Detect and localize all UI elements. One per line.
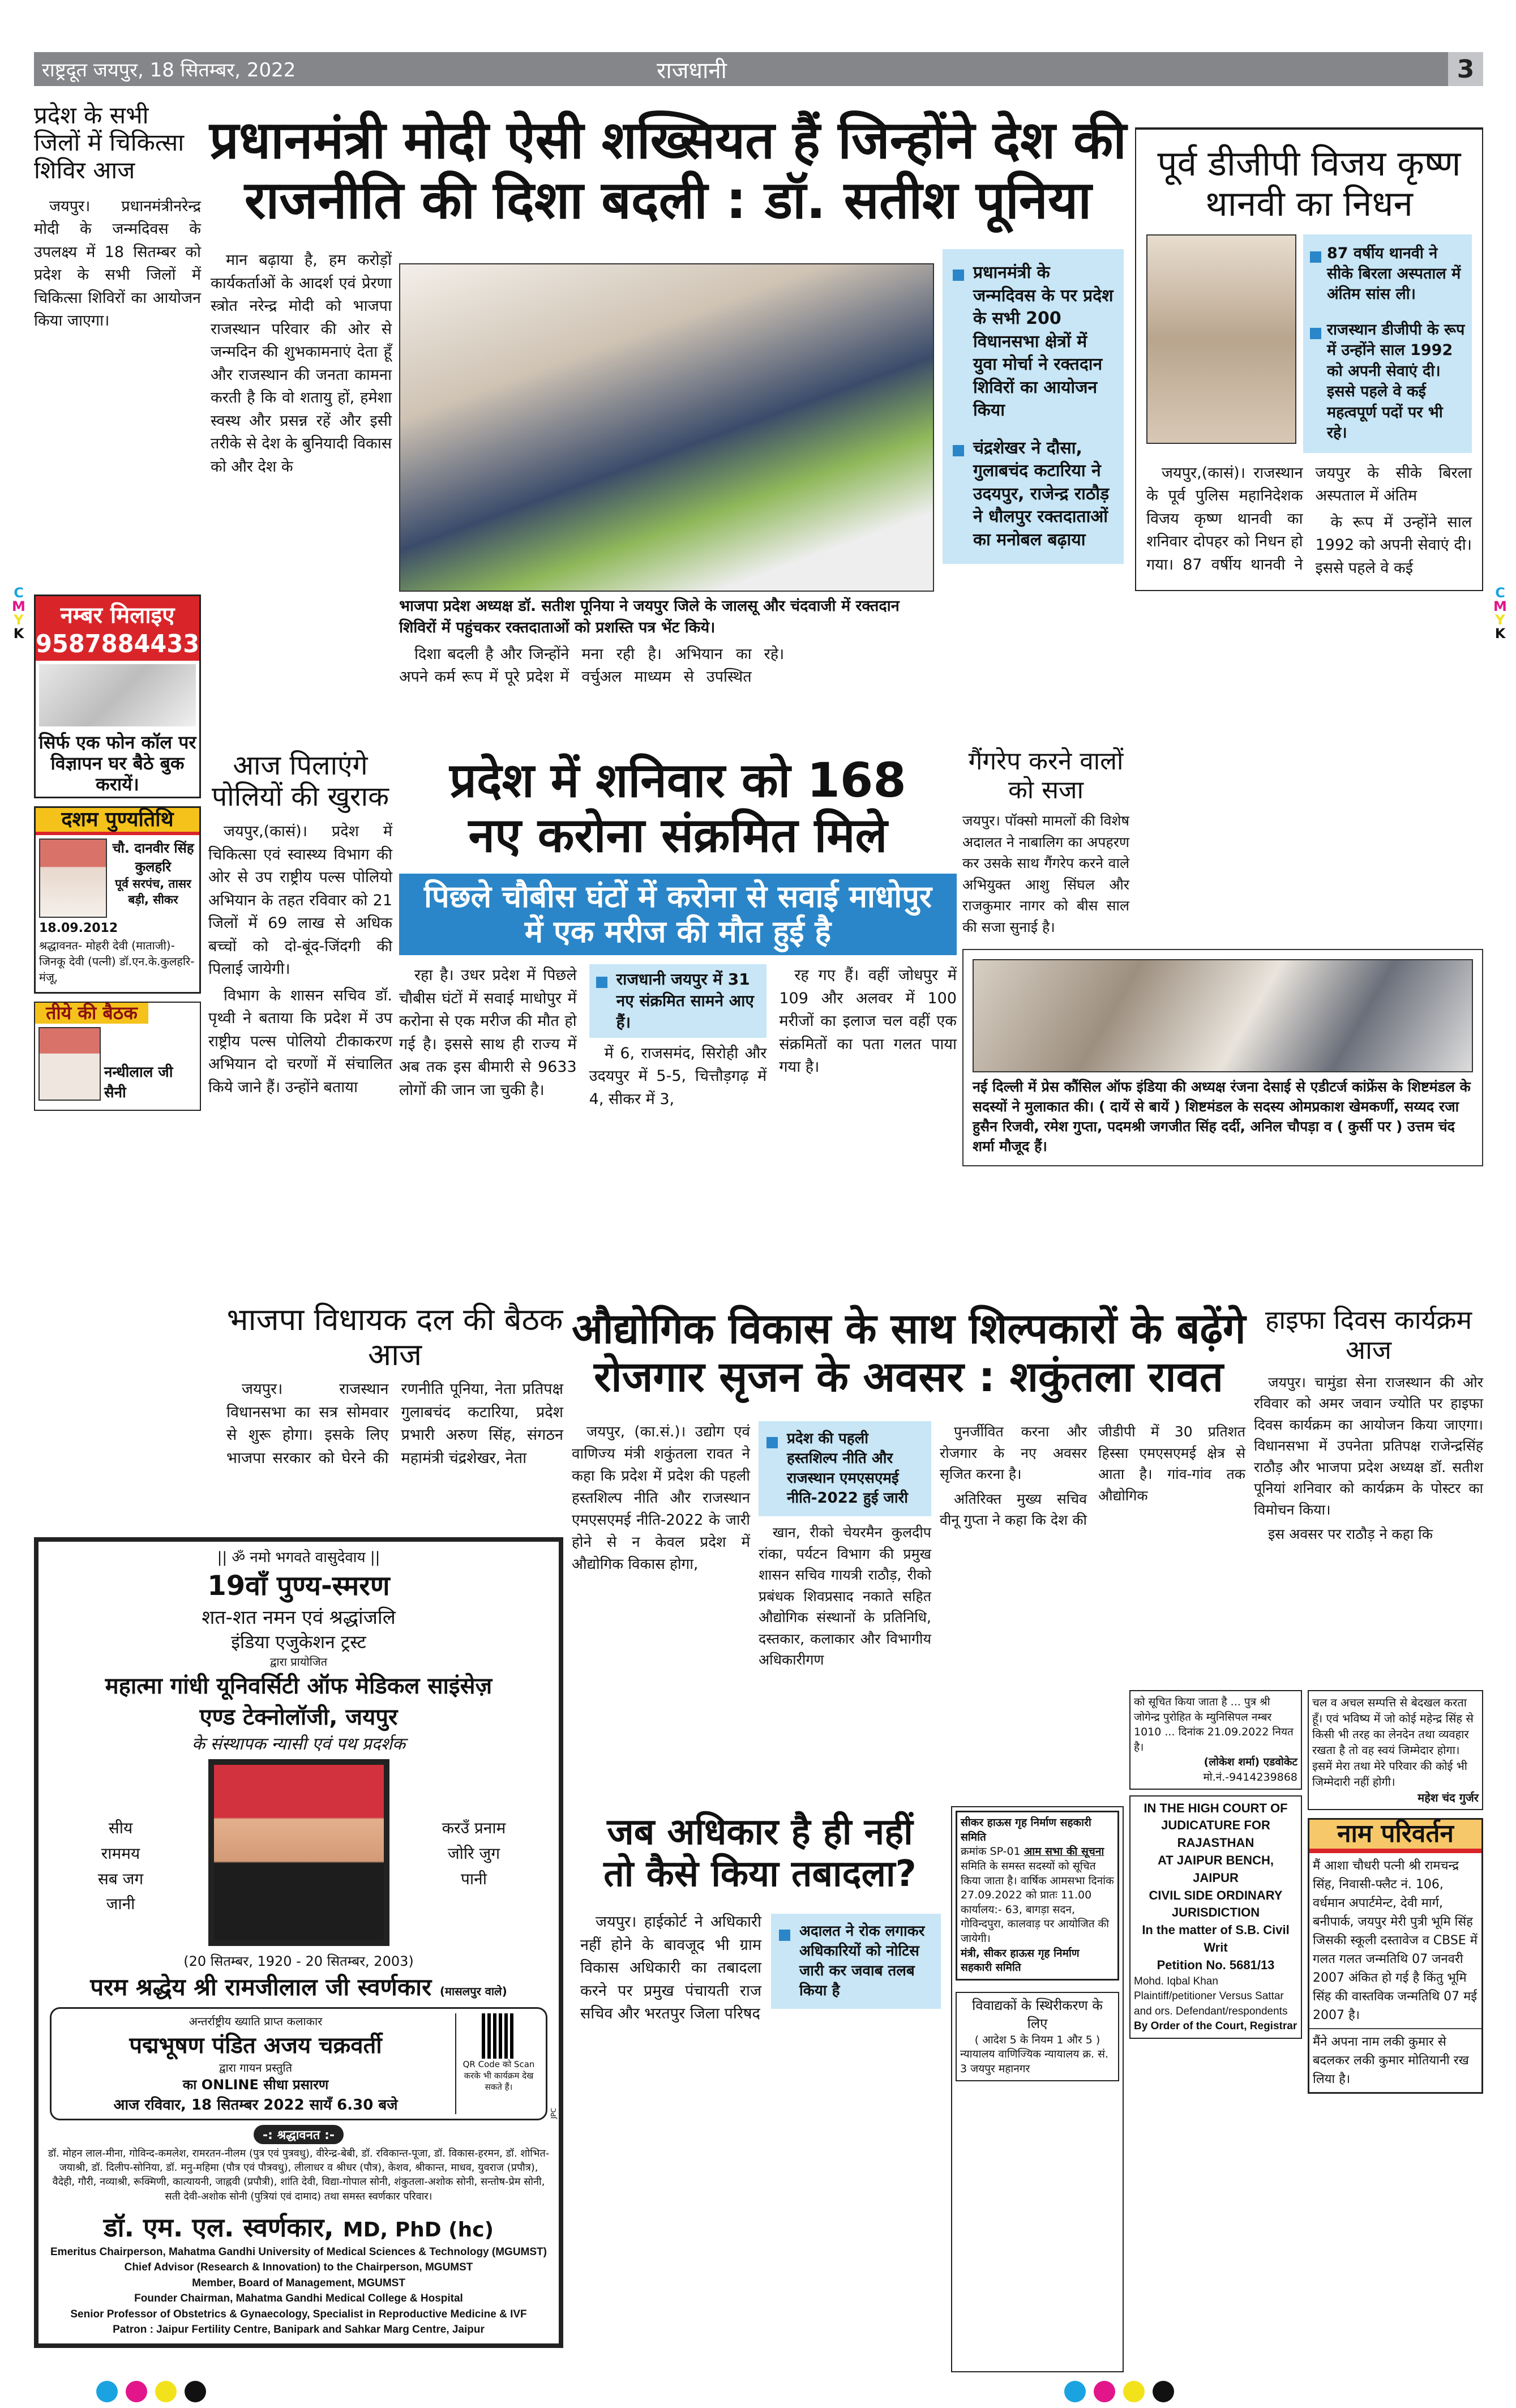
black-dot <box>1153 2381 1174 2402</box>
notice-ref: क्रमांक SP-01 <box>961 1845 1021 1858</box>
paragraph: जयपुर। राजस्थान विधानसभा का सत्र सोमवार से शुरू होगा। इसके लिए भाजपा सरकार को घेरने की रणनीति पूनिया, नेता प्रतिपक्ष गुलाबचंद कटारिया, प्रदेश प्रभारी अरुण सिंह, संगठन महामंत्री चंद्रशेखर, नेता <box>226 1380 563 1467</box>
notice-sign: By Order of the Court, Registrar <box>1134 2020 1297 2033</box>
notice-heading: आम सभा की सूचना <box>1023 1845 1104 1858</box>
dgp-obituary <box>1135 127 1483 591</box>
paragraph: के रूप में उन्होंने साल 1992 को अपनी सेवाएं दी। इससे पहले वे कई <box>1315 513 1472 577</box>
highlight-text: चंद्रशेखर ने दौसा, गुलाबचंद कटारिया ने उदयपुर, राजेन्द्र राठौड़ ने धौलपुर रक्तदाताओं का मनोबल बढ़ाया <box>973 438 1110 550</box>
polio-article <box>208 750 392 1102</box>
bjp-title: भाजपा विधायक दल की बैठक आज <box>226 1302 563 1373</box>
signatory-title: Member, Board of Management, MGUMST <box>192 2277 405 2289</box>
covid-banner: पिछले चौबीस घंटों में करोना से सवाई माधोपुर में एक मरीज की मौत हुई है <box>399 874 957 955</box>
mantra: || ॐ नमो भगवते वासुदेवाय || <box>217 1549 380 1566</box>
notice-line: IN THE HIGH COURT OF <box>1144 1800 1288 1815</box>
name-change-title: नाम परिवर्तन <box>1309 1820 1481 1853</box>
far-right-notices <box>1308 1690 1483 2094</box>
dgp-title: पूर्व डीजीपी विजय कृष्ण थानवी का निधन <box>1157 143 1461 225</box>
signatory-title: Chief Advisor (Research & Innovation) to the Chairperson, MGUMST <box>124 2261 473 2274</box>
highlight-text: राजस्थान डीजीपी के रूप में उन्होंने साल 1992 को अपनी सेवाएं दी। इससे पहले वे कई महत्वपूर्ण पदों पर भी रहे। <box>1327 320 1465 442</box>
cmyk-c: C <box>14 585 24 601</box>
black-dot <box>185 2381 206 2402</box>
editors-caption: नई दिल्ली में प्रेस कौंसिल ऑफ इंडिया की अध्यक्ष रंजना देसाई से एडीटर्ज कांफ्रेंस के शिष्टमंडल के सदस्यों ने मुलाकात की। ( दायें से बायें ) शिष्टमंडल के सदस्य ओमप्रकाश खेमकर्णी, सय्यद रजा हुसैन रिजवी, रमेश गुप्ता, पदमश्री जगजीत सिंह दर्दी, अनिल चौपड़ा व ( कुर्सी पर ) उत्तम चंद शर्मा मौजूद हैं। <box>973 1079 1471 1154</box>
name-change-item: मैं आशा चौधरी पत्नी श्री रामचन्द्र सिंह, निवासी-फ्लैट नं. 106, वर्धमान अपार्टमेन्ट, देवी मार्ग, बनीपार्क, जयपुर मेरी पुत्री भूमि सिंह जिसकी स्कूली दस्तावेज व CBSE में गलत गलत जन्मतिथि 07 जनवरी 2007 अंकित हो गई है किंतु भूमि सिंह की वास्तविक जन्मतिथि 07 मई 2007 है। <box>1309 1853 1481 2029</box>
bullet-icon <box>953 445 964 456</box>
headline-line: प्रदेश में शनिवार को 168 <box>449 752 906 808</box>
dgp-body <box>1146 462 1472 580</box>
haifa-title: हाइफा दिवस कार्यक्रम आज <box>1265 1304 1472 1365</box>
lead-highlights <box>943 249 1124 564</box>
mourners-label: -: श्रद्धावनत :- <box>254 2125 344 2144</box>
notice-sign: महेश चंद गुर्जर <box>1417 1791 1479 1804</box>
cmyk-marker-right <box>1492 586 1509 640</box>
covid-body-col3 <box>779 964 957 1114</box>
deceased-name: नन्धीलाल जी सैनी <box>104 1063 173 1101</box>
highlight-text: राजधानी जयपुर में 31 नए संक्रमित सामने आए हैं। <box>616 970 754 1032</box>
covid-body-col1 <box>399 964 577 1114</box>
camp-title: प्रदेश के सभी जिलों में चिकित्सा शिविर आज <box>34 101 185 184</box>
artist-intro: अन्तर्राष्ट्रीय ख्याति प्राप्त कलाकार <box>189 2014 323 2028</box>
honoree-name: परम श्रद्धेय श्री रामजीलाल जी स्वर्णकार <box>90 1973 432 2001</box>
highcourt-notice <box>1129 1795 1302 2039</box>
industry-body-1 <box>572 1421 750 1579</box>
notice-line: Petition No. 5681/13 <box>1157 1957 1275 1972</box>
transfer-body <box>580 1911 761 2029</box>
court-notice <box>956 1992 1119 2081</box>
yellow-dot <box>155 2381 177 2402</box>
cmyk-y: Y <box>1495 612 1505 628</box>
transfer-highlight <box>771 1914 941 2009</box>
university-name-2: एण्ड टेक्नोलॉजी, जयपुर <box>199 1704 398 1730</box>
ad-title: नम्बर मिलाइए <box>60 602 175 628</box>
memorial-ad <box>34 1537 563 2348</box>
paragraph: मान बढ़ाया है, हम करोड़ों कार्यकर्ताओं के आदर्श एवं प्रेरणा स्त्रोत नरेन्द्र मोदी को भाजपा राजस्थान परिवार की ओर से जन्मदिन की शुभकामनाएं देता हूँ और राजस्थान की जनता कामना करती है कि वो शतायु हों, हमेशा स्वस्थ और प्रसन्न रहें और इसी तरीके से देश के बुनियादी विकास को और देश के <box>211 251 392 476</box>
right-notices <box>1129 1690 1302 2039</box>
page-number: 3 <box>1448 52 1483 86</box>
notice-body: Mohd. Iqbal Khan Plaintiff/petitioner Versus Sattar and ors. Defendant/respondents <box>1134 1975 1288 2017</box>
notice-title: सीकर हाऊस गृह निर्माण सहकारी समिति <box>961 1816 1091 1844</box>
paragraph: जयपुर,(कासं)। राजस्थान के पूर्व पुलिस महानिदेशक विजय कृष्ण थानवी का शनिवार दोपहर को निधन हो गया। 87 वर्षीय थानवी ने जयपुर के सीके बिरला अस्पताल में अंतिम <box>1146 464 1472 574</box>
headline-line: रोजगार सृजन के अवसर : शकुंतला रावत <box>594 1353 1223 1402</box>
notice-phone: मो.नं.-9414239868 <box>1203 1770 1297 1783</box>
founder-role: के संस्थापक न्यासी एवं पथ प्रदर्शक <box>191 1734 406 1754</box>
color-registration-dots <box>96 2381 214 2405</box>
verse-left: सीय राममय सब जग जानी <box>97 1819 144 1914</box>
notice-line: In the matter of S.B. Civil Writ <box>1142 1923 1290 1954</box>
ad-code: JPC <box>550 2108 558 2119</box>
cmyk-c: C <box>1495 585 1505 601</box>
verse-right: करउँ प्रनाम जोरि जुग पानी <box>442 1819 506 1888</box>
bullet-icon <box>1310 251 1321 263</box>
teeye-title: तीये की बैठक <box>35 1003 148 1024</box>
name-change-notice <box>1308 1818 1483 2094</box>
notice-line: AT JAIPUR BENCH, JAIPUR <box>1158 1853 1274 1885</box>
memorial-portrait <box>208 1759 389 1946</box>
paragraph: रहा है। उधर प्रदेश में पिछले चौबीस घंटों में सवाई माधोपुर में करोना से एक मरीज की मौत हो गई है। इससे साथ ही राज्य में अब तक इस बीमारी से 9633 लोगों की जान जा चुकी है। <box>399 966 577 1099</box>
headline-line: राजनीति की दिशा बदली : डॉ. सतीश पूनिया <box>244 169 1092 230</box>
transfer-headline <box>577 1812 943 1895</box>
headline-line: जब अधिकार है ही नहीं <box>607 1811 913 1853</box>
covid-headline <box>399 753 957 862</box>
paragraph: अतिरिक्त मुख्य सचिव वीनू गुप्ता ने कहा कि देश की जीडीपी में 30 प्रतिशत हिस्सा एमएसएमई क्षेत्र से आता है। गांव-गांव तक औद्योगिक <box>940 1423 1245 1528</box>
covid-body-col2 <box>589 964 767 1114</box>
covid-article <box>399 753 957 1114</box>
blood-donation-photo <box>399 263 934 592</box>
cmyk-m: M <box>12 598 25 614</box>
name-change-item: मैंने अपना नाम लकी कुमार से बदलकर लकी कुमार मोतियानी रख लिया है। <box>1313 2034 1469 2086</box>
memorial-subtitle: शत-शत नमन एवं श्रद्धांजलि <box>202 1606 396 1629</box>
deceased-role: पूर्व सरपंच, तासर बड़ी, सीकर <box>115 876 191 906</box>
industry-headline <box>572 1305 1245 1401</box>
legal-notices <box>951 1806 1124 2372</box>
sikar-notice <box>956 1811 1119 1981</box>
paragraph: जयपुर। चामुंडा सेना राजस्थान की ओर रविवार को अमर जवान ज्योति पर हाइफा दिवस कार्यक्रम का आयोजन किया जाएगा। विधानसभा में उपनेता प्रतिपक्ष राजेन्द्रसिंह राठौड़ और भाजपा प्रदेश अध्यक्ष डॉ. सतीश पूनियां शनिवार को कार्यक्रम के पोस्टर का विमोचन किया। <box>1254 1374 1483 1518</box>
magenta-dot <box>1094 2381 1115 2402</box>
paragraph: इस अवसर पर राठौड़ ने कहा कि <box>1268 1526 1433 1543</box>
gangrape-title: गैंगरेप करने वालों को सजा <box>968 747 1124 805</box>
magenta-dot <box>126 2381 147 2402</box>
dgp-highlights <box>1303 234 1472 453</box>
notice-sub: ( आदेश 5 के नियम 1 और 5 ) <box>974 2033 1100 2046</box>
highlight-text: प्रदेश की पहली हस्तशिल्प नीति और राजस्थान एमएसएमई नीति-2022 हुई जारी <box>787 1430 908 1507</box>
bullet-icon <box>766 1437 778 1448</box>
punyatithi-ad <box>34 806 201 993</box>
bullet-icon <box>779 1930 790 1941</box>
sponsored-by: द्वारा प्रायोजित <box>269 1655 328 1669</box>
mourners-list: डॉ. मोहन लाल-मीना, गोविन्द-कमलेश, रामरतन-नीलम (पुत्र एवं पुत्रवधु), वीरेन्द्र-बेबी, डॉ. रविकान्त-पूजा, डॉ. विकास-हरमन, डॉ. शोभित-जयाश्री, डॉ. दिलीप-सोनिया, डॉ. मनु-महिमा (पौत्र एवं पौत्रवधु), लीलाधर व श्रीधर (पौत्र), केशव, श्रीकान्त, माधव, युवराज (प्रपौत्र), वैदेही, गौरी, नव्याश्री, रूक्मिणी, कात्यायनी, जाह्नवी (प्रपौत्री), शांति देवी, विद्या-गोपाल सोनी, शंकुतला-अशोक सोनी, सन्तोष-प्रेम सोनी, सती देवी-अशोक सोनी (पुत्रियां एवं दामाद) तथा समस्त स्वर्णकार परिवार। <box>48 2148 550 2202</box>
cmyk-k: K <box>1494 626 1506 641</box>
notice-body: समिति के समस्त सदस्यों को सूचित किया जाता है। वार्षिक आमसभा दिनांक 27.09.2022 को प्रातः 11.00 कार्यालय:- 63, बागड़ा सदन, गोविन्दपुरा, कालवाड़ पर आयोजित की जायेगी। <box>961 1859 1114 1945</box>
paragraph: रह गए हैं। वहीं जोधपुर में 109 और अलवर में 100 मरीजों का इलाज चल वहीं एक संक्रमितों का पता गलत पाया गया है। <box>779 966 957 1076</box>
death-date: 18.09.2012 <box>39 921 118 935</box>
qr-caption: QR Code को Scan करके भी कार्यक्रम देख सकते हैं। <box>462 2059 535 2092</box>
lead-headline <box>209 110 1127 230</box>
industry-middle <box>759 1421 931 1674</box>
punyatithi-title: दशम पुण्यतिथि <box>36 808 199 835</box>
paragraph: में 6, राजसमंद, सिरोही और उदयपुर में 5-5, चित्तौड़गढ़ में 4, सीकर में 3, <box>589 1044 767 1108</box>
industry-highlight <box>759 1421 931 1516</box>
cmyk-marker-left <box>10 586 27 640</box>
paragraph: विभाग के शासन सचिव डॉ. पृथ्वी ने बताया कि प्रदेश में उप राष्ट्रीय पल्स पोलियो टीकाकरण अभियान दो चरणों में संचालित किये जाने हैं। उन्होंने बताया <box>208 986 392 1096</box>
broadcast-time: आज रविवार, 18 सितम्बर 2022 सायँ 6.30 बजे <box>113 2097 398 2114</box>
bjp-article <box>226 1302 563 1472</box>
trust-name: इंडिया एजुकेशन ट्रस्ट <box>231 1631 366 1653</box>
broadcast-line: का ONLINE सीधा प्रसारण <box>182 2077 329 2093</box>
cyan-dot <box>1064 2381 1086 2402</box>
paragraph: पुनर्जीवित करना और रोजगार के नए अवसर सृजित करना है। <box>940 1423 1087 1482</box>
mourners-text: श्रद्धावनत- मोहरी देवी (माताजी)-जिनकू देवी (पत्नी) डॉ.एन.के.कुलहरि-मंजू, <box>39 938 195 984</box>
headline-line: प्रधानमंत्री मोदी ऐसी शख्सियत हैं जिन्होंने देश की <box>209 110 1127 170</box>
bullet-icon <box>1310 328 1321 339</box>
keypad-image <box>39 664 196 726</box>
camp-article <box>34 102 201 336</box>
paragraph: जयपुर, (का.सं.)। उद्योग एवं वाणिज्य मंत्री शकुंतला रावत ने कहा कि प्रदेश में प्रदेश की पहली हस्तशिल्प नीति और राजस्थान एमएसएमई नीति-2022 के जारी होने से न केवल प्रदेश में औद्योगिक विकास होगा, <box>572 1423 750 1573</box>
highlight-text: प्रधानमंत्री के जन्मदिवस के पर प्रदेश के सभी 200 विधानसभा क्षेत्रों में युवा मोर्चा ने रक्तदान शिविरों का आयोजन किया <box>973 263 1114 420</box>
signatory-title: Founder Chairman, Mahatma Gandhi Medical College & Hospital <box>134 2292 463 2305</box>
notice-body: चल व अचल सम्पत्ति से बेदखल करता हूँ। एवं भविष्य में जो कोई महेन्द्र सिंह से किसी भी तरह का लेनदेन तथा व्यवहार रखता है तो वह स्वयं जिम्मेदार होगा। इसमें मेरा तथा मेरे परिवार की कोई भी जिम्मेदारी नहीं होगी। <box>1312 1696 1474 1789</box>
ad-text: सिर्फ एक फोन कॉल पर विज्ञापन घर बैठे बुक करायें। <box>38 732 196 795</box>
notice-body: न्यायालय वाणिज्यिक न्यायालय क्र. सं. 3 जयपुर महानगर <box>960 2048 1108 2076</box>
paragraph: जयपुर,(कासं)। प्रदेश में चिकित्सा एवं स्वास्थ्य विभाग की ओर से उप राष्ट्रीय पल्स पोलियो अभियान के तहत रविवार को 21 जिलों में 69 लाख से अधिक बच्चों को दो-बूंद-जिंदगी की पिलाई जायेगी। <box>208 823 392 978</box>
lead-body <box>211 249 392 482</box>
portrait-photo <box>39 839 107 918</box>
gangrape-article <box>962 747 1129 938</box>
camp-body <box>34 195 201 333</box>
qr-code-icon[interactable] <box>482 2013 516 2059</box>
yellow-dot <box>1123 2381 1145 2402</box>
bullet-icon <box>596 977 607 988</box>
color-registration-dots-right <box>1064 2381 1182 2405</box>
notice-line: JUDICATURE FOR RAJASTHAN <box>1161 1818 1270 1850</box>
paragraph: जयपुर। हाईकोर्ट ने अधिकारी नहीं होने के बावजूद भी ग्राम विकास अधिकारी का तबादला करने पर प्रमुख पंचायती राज सचिव और भरतपुर जिला परिषद <box>580 1913 761 2022</box>
lead-photo-caption: भाजपा प्रदेश अध्यक्ष डॉ. सतीश पूनिया ने जयपुर जिले के जालसू और चंदवाजी में रक्तदान शिविरों में पहुंचकर रक्तदाताओं को प्रशस्ति पत्र भेंट किये। <box>399 597 900 636</box>
teeye-ad <box>34 1002 201 1111</box>
cyan-dot <box>96 2381 118 2402</box>
edition-date: राष्ट्रदूत जयपुर, 18 सितम्बर, 2022 <box>42 59 296 82</box>
paragraph: खान, रीको चेयरमैन कुलदीप रांका, पर्यटन विभाग की प्रमुख शासन सचिव गायत्री राठौड़, रीको प्रबंधक शिवप्रसाद नकाते सहित औद्योगिक संस्थानों के प्रतिनिधि, दस्तकार, कलाकार और विभागीय अधिकारीगण <box>759 1524 931 1669</box>
page-header <box>34 52 1483 86</box>
debar-notice <box>1308 1690 1483 1810</box>
signatory-title: Patron : Jaipur Fertility Centre, Banipark and Sahkar Marg Centre, Jaipur <box>113 2324 485 2336</box>
notice-body: को सूचित किया जाता है ... पुत्र श्री जोगेन्द्र पुरोहित के म्युनिसिपल नम्बर 1010 ... दिनांक 21.09.2022 नियत है। <box>1134 1696 1294 1753</box>
university-name: महात्मा गांधी यूनिवर्सिटी ऑफ मेडिकल साइंसेज़ <box>105 1673 493 1699</box>
covid-highlight <box>589 964 767 1037</box>
cmyk-m: M <box>1493 598 1507 614</box>
booking-ad <box>34 594 201 798</box>
dgp-photo <box>1146 234 1296 444</box>
headline-line: तो कैसे किया तबादला? <box>603 1853 917 1895</box>
paragraph: जयपुर। प्रधानमंत्रीनरेन्द्र मोदी के जन्मदिवस के उपलक्ष्य में 18 सितम्बर को प्रदेश के सभी जिलों में चिकित्सा शिविरों का आयोजन किया जाएगा। <box>34 197 201 330</box>
notice-sign: (लोकेश शर्मा) एडवोकेट <box>1204 1756 1297 1769</box>
paragraph: दिशा बदली है और जिन्होंने अपने कर्म रूप में पूरे प्रदेश में मना रही है। अभियान का वर्चुअल माध्यम से उपस्थित रहे। <box>399 645 785 686</box>
bullet-icon <box>953 270 964 281</box>
gangrape-body: जयपुर। पॉक्सो मामलों की विशेष अदालत ने नाबालिग का अपहरण कर उसके साथ गैंगरेप करने वाले अभियुक्त आशु सिंघल और राजकुमार नागर को बीस साल की सजा सुनाई है। <box>962 812 1129 935</box>
section-name: राजधानी <box>657 57 727 84</box>
artist-line: द्वारा गायन प्रस्तुति <box>219 2061 293 2075</box>
notice-title: विवाद्यकों के स्थिरीकरण के लिए <box>972 1998 1103 2032</box>
highlight-text: 87 वर्षीय थानवी ने सीके बिरला अस्पताल में अंतिम सांस ली। <box>1327 244 1461 303</box>
memorial-title: 19वाँ पुण्य-स्मरण <box>207 1570 390 1602</box>
left-ads-column <box>34 594 201 1111</box>
headline-line: औद्योगिक विकास के साथ शिल्पकारों के बढ़ेंगे <box>572 1304 1246 1353</box>
editors-meeting-photo <box>973 959 1473 1072</box>
deceased-name: चौ. दानवीर सिंह कुलहरि <box>112 840 194 875</box>
headline-line: नए करोना संक्रमित मिले <box>468 807 888 863</box>
eviction-notice <box>1129 1690 1302 1790</box>
lead-body-continued <box>399 643 934 689</box>
signatory-title: Emeritus Chairperson, Mahatma Gandhi University of Medical Sciences & Technology (MGUMST) <box>50 2246 547 2258</box>
cmyk-k: K <box>13 626 24 641</box>
haifa-article <box>1254 1305 1483 1549</box>
lead-lower <box>399 596 934 689</box>
cmyk-y: Y <box>14 612 24 628</box>
life-dates: (20 सितम्बर, 1920 - 20 सितम्बर, 2003) <box>183 1953 414 1969</box>
portrait-photo <box>38 1027 101 1101</box>
artist-name: पद्मभूषण पंडित अजय चक्रवर्ती <box>129 2033 382 2059</box>
honoree-note: (मासलपुर वाले) <box>439 1984 507 1998</box>
notice-sign: मंत्री, सीकर हाऊस गृह निर्माण सहकारी समिति <box>961 1947 1080 1974</box>
industry-body-2 <box>940 1421 1245 1531</box>
polio-title: आज पिलाएंगे पोलियों की खुराक <box>212 750 389 813</box>
highlight-text: अदालत ने रोक लगाकर अधिकारियों को नोटिस जारी कर जवाब तलब किया है <box>799 1923 925 2000</box>
editors-photo-box <box>962 949 1483 1166</box>
notice-line: CIVIL SIDE ORDINARY JURISDICTION <box>1149 1888 1283 1920</box>
signatory-title: Senior Professor of Obstetrics & Gynaecology, Specialist in Reproductive Medicine & IVF <box>70 2308 527 2320</box>
ad-phone: 9587884433 <box>36 630 200 658</box>
signatory-degrees: MD, PhD (hc) <box>342 2218 494 2242</box>
signatory-name: डॉ. एम. एल. स्वर्णकार, <box>103 2212 334 2243</box>
